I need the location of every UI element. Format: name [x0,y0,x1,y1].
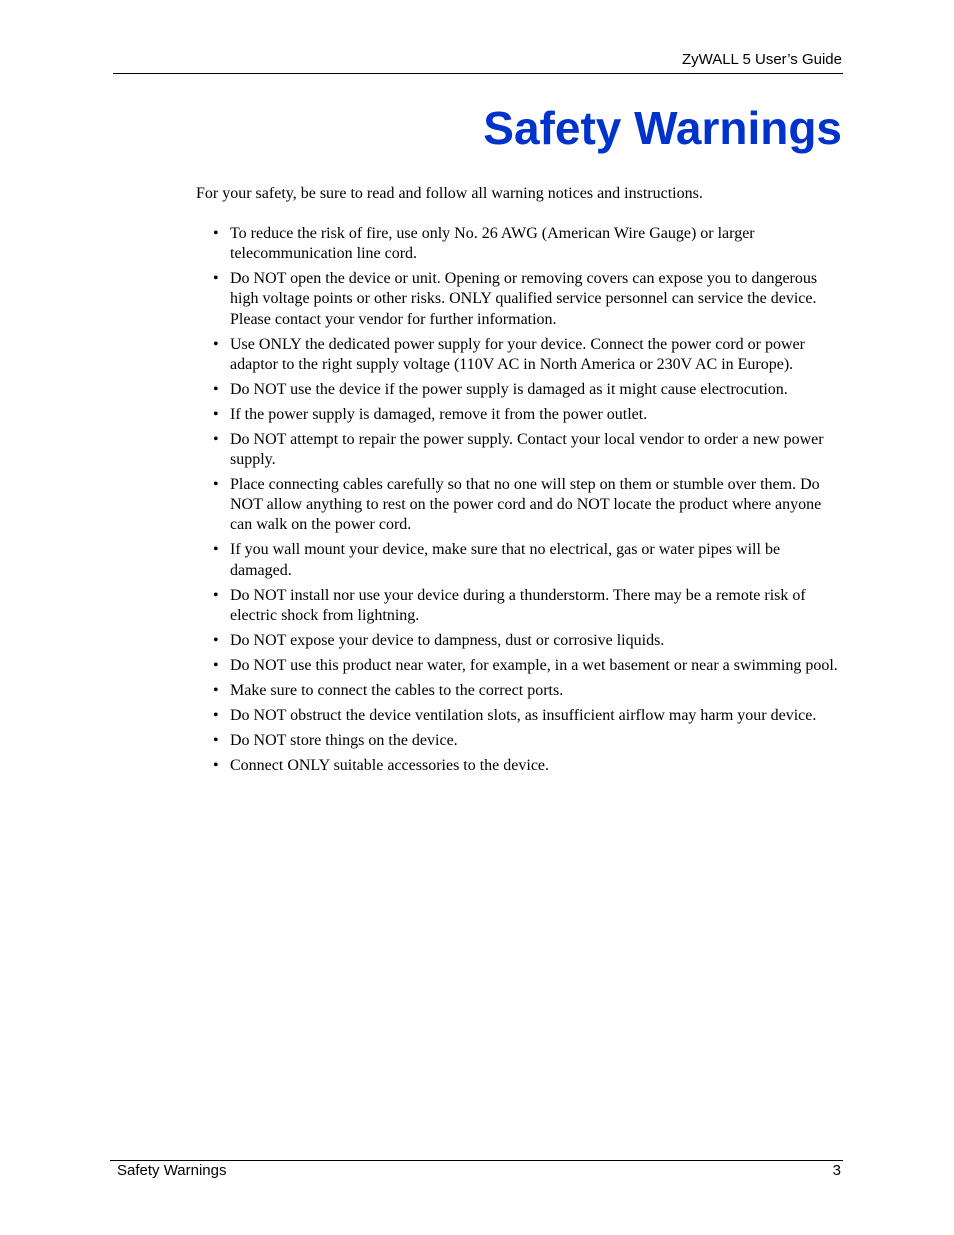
list-item [213,380,843,400]
warning-text: Do NOT obstruct the device ventilation slots, as insufficient airflow may harm your device. [230,706,817,724]
warning-text: If the power supply is damaged, remove it from the power outlet. [230,405,648,423]
warning-text: Do NOT store things on the device. [230,731,458,749]
list-item [213,756,843,776]
list-item [213,586,843,626]
bullet-icon: • [213,731,219,749]
list-item [213,335,843,375]
bullet-icon: • [213,380,219,398]
bullet-icon: • [213,430,219,448]
list-item [213,656,843,676]
list-item [213,731,843,751]
warning-text: Do NOT use the device if the power supply is damaged as it might cause electrocution. [230,380,788,398]
bullet-icon: • [213,335,219,353]
warning-text: Make sure to connect the cables to the correct ports. [230,681,564,699]
list-item [213,430,843,470]
list-item [213,269,843,330]
bullet-icon: • [213,681,219,699]
warning-text: Do NOT open the device or unit. Opening or removing covers can expose you to dangerous high voltage points or other risks. ONLY qualified service personnel can service the device. Please contact your vendor for further information. [230,270,818,328]
warning-text: If you wall mount your device, make sure that no electrical, gas or water pipes will be damaged. [230,541,781,579]
list-item [213,475,843,536]
bullet-icon: • [213,756,219,774]
bullet-icon: • [213,706,219,724]
list-item [213,540,843,580]
bullet-icon: • [213,631,219,649]
bullet-icon: • [213,476,219,494]
warning-text: Do NOT attempt to repair the power supply. Contact your local vendor to order a new power supply. [230,430,824,469]
bullet-icon: • [213,656,219,674]
page-title: Safety Warnings [483,102,842,154]
warning-list [213,224,843,781]
bullet-icon: • [213,586,219,604]
warning-text: Place connecting cables carefully so that no one will step on them or stumble over them. Do NOT allow anything to rest on the power cord and do NOT locate the product where anyone can walk on the power cord. [230,476,822,534]
bullet-icon: • [213,270,219,288]
warning-text: Do NOT use this product near water, for example, in a wet basement or near a swimming pool. [230,656,838,674]
warning-text: Connect ONLY suitable accessories to the device. [230,756,550,774]
bullet-icon: • [213,541,219,559]
warning-text: To reduce the risk of fire, use only No. 26 AWG (American Wire Gauge) or larger telecommunication line cord. [230,225,755,263]
footer-section-title: Safety Warnings [117,1162,227,1179]
list-item [213,224,843,264]
warning-text: Do NOT expose your device to dampness, dust or corrosive liquids. [230,631,665,649]
bullet-icon: • [213,405,219,423]
bullet-icon: • [213,225,219,242]
header-divider [113,73,843,74]
warning-text: Do NOT install nor use your device during a thunderstorm. There may be a remote risk of electric shock from lightning. [230,586,806,624]
intro-paragraph: For your safety, be sure to read and follow all warning notices and instructions. [196,185,703,202]
list-item [213,681,843,701]
footer-divider [110,1160,843,1161]
list-item [213,405,843,425]
list-item [213,631,843,651]
running-header: ZyWALL 5 User’s Guide [681,51,842,68]
warning-text: Use ONLY the dedicated power supply for your device. Connect the power cord or power adaptor to the right supply voltage (110V AC in North America or 230V AC in Europe). [230,335,805,373]
list-item [213,706,843,726]
page-number: 3 [832,1162,841,1179]
